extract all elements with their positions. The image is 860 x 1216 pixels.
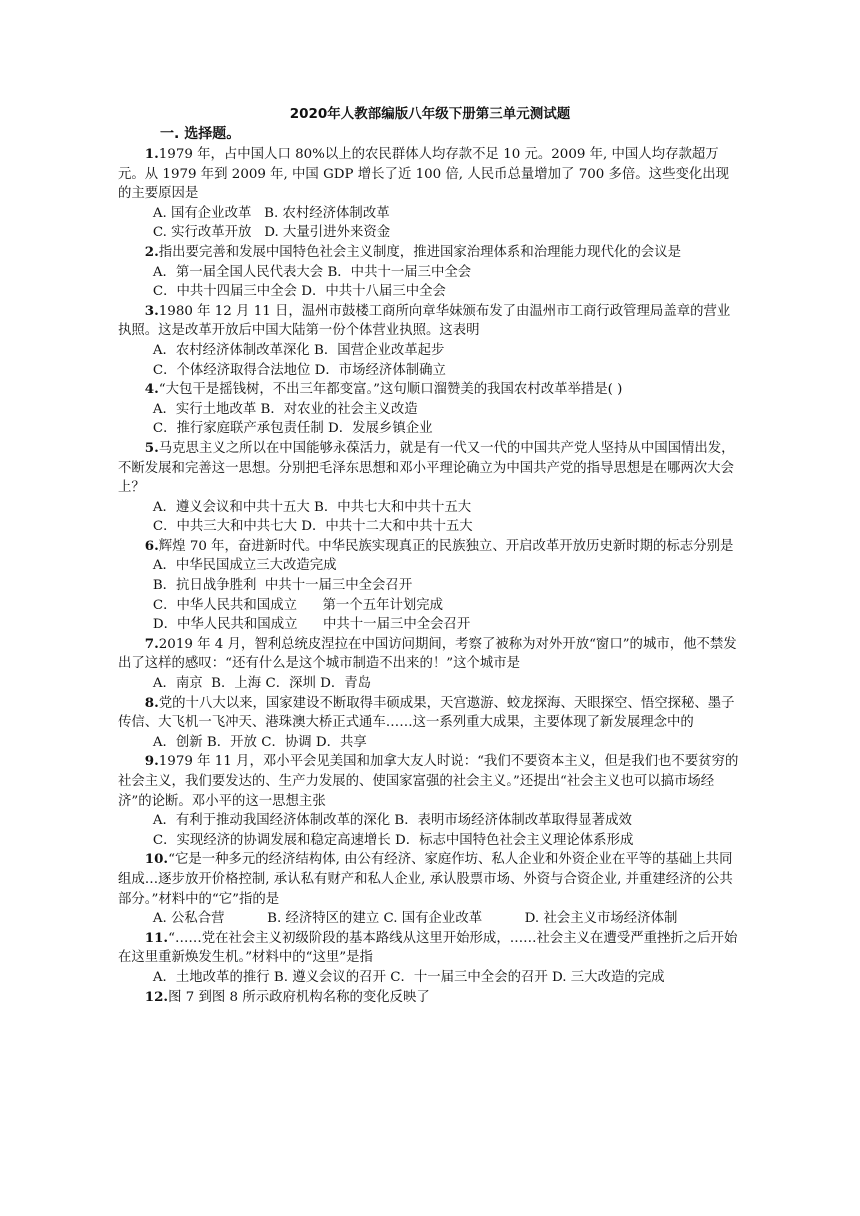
option-line[interactable]: B．抗日战争胜利 中共十一届三中全会召开: [152, 578, 413, 594]
option-line[interactable]: A．遵义会议和中共十五大 B．中共七大和中共十五大: [152, 499, 472, 515]
question-number: 5.: [144, 439, 159, 456]
question-7: [118, 635, 742, 694]
option-line[interactable]: A．创新 B．开放 C．协调 D．共享: [152, 734, 367, 750]
question-text: 马克思主义之所以在中国能够永葆活力，就是有一代又一代的中国共产党人坚持从中国国情出发，不断发展和完善这一思想。分别把毛泽东思想和邓小平理论确立为中国共产党的指导思想是在哪两次大会上？: [118, 440, 735, 496]
question-9: [118, 752, 742, 850]
question-number: 7.: [144, 635, 159, 652]
question-text: 1979 年 11 月，邓小平会见美国和加拿大友人时说：“我们不要资本主义，但是我们也不要贫穷的社会主义，我们要发达的、生产力发展的、使国家富强的社会主义。”还提出“社会主义也可以搞市场经济”的论断。邓小平的这一思想主张: [118, 754, 739, 809]
option-line[interactable]: A．第一届全国人民代表大会 B．中共十一届三中全会: [152, 264, 472, 280]
question-11: [118, 929, 742, 988]
question-text: “它是一种多元的经济结构体, 由公有经济、家庭作坊、私人企业和外资企业在平等的基础上共同组成…逐步放开价格控制, 承认私有财产和私人企业, 承认股票市场、外资与合资企业, 并重建经济的公共部分。”材料中的“它”指的是: [118, 852, 733, 907]
question-number: 6.: [144, 537, 159, 554]
question-8: [118, 694, 742, 753]
option-line[interactable]: D．中华人民共和国成立 中共十一届三中全会召开: [152, 617, 471, 633]
option-line[interactable]: C．中共三大和中共七大 D．中共十二大和中共十五大: [152, 519, 473, 535]
question-text: 1980 年 12 月 11 日，温州市鼓楼工商所向章华妹颁布发了由温州市工商行政管理局盖章的营业执照。这是改革开放后中国大陆第一份个体营业执照。这表明: [118, 303, 731, 339]
question-stem: [118, 439, 742, 498]
question-text: “大包干是摇钱树，不出三年都变富。”这句顺口溜赞美的我国农村改革举措是( ): [158, 382, 623, 398]
question-text: 2019 年 4 月，智利总统皮涅拉在中国访问期间，考察了被称为对外开放“窗口”的城市，他不禁发出了这样的感叹：“还有什么是这个城市制造不出来的！”这个城市是: [118, 636, 737, 672]
question-stem: [118, 635, 742, 674]
question-stem: [118, 752, 742, 811]
question-text: “……党在社会主义初级阶段的基本路线从这里开始形成，……社会主义在遭受严重挫折之后开始在这里重新焕发生机。”材料中的“这里”是指: [118, 930, 738, 966]
question-text: 党的十八大以来，国家建设不断取得丰硕成果，天宫遨游、蛟龙探海、天眼探空、悟空探秘、墨子传信、大飞机一飞冲天、港珠澳大桥正式通车……这一系列重大成果，主要体现了新发展理念中的: [118, 695, 735, 731]
question-number: 12.: [144, 988, 169, 1005]
option-line[interactable]: A．实行土地改革 B．对农业的社会主义改造: [152, 401, 418, 417]
option-line[interactable]: A. 公私合营 B. 经济特区的建立 C. 国有企业改革 D. 社会主义市场经济体制: [152, 911, 678, 927]
question-number: 9.: [144, 753, 159, 770]
question-number: 10.: [144, 851, 169, 868]
option-line[interactable]: A．中华民国成立三大改造完成: [152, 558, 337, 574]
question-number: 3.: [144, 302, 159, 319]
question-list: [118, 145, 742, 1007]
question-text: 指出要完善和发展中国特色社会主义制度，推进国家治理体系和治理能力现代化的会议是: [158, 244, 682, 260]
question-5: [118, 439, 742, 537]
question-number: 11.: [144, 929, 169, 946]
option-line[interactable]: A．土地改革的推行 B. 遵义会议的召开 C．十一届三中全会的召开 D. 三大改造的完成: [152, 969, 665, 985]
question-10: [118, 850, 742, 928]
question-stem: [118, 380, 742, 400]
question-2: [118, 243, 742, 302]
option-line[interactable]: C．实现经济的协调发展和稳定高速增长 D．标志中国特色社会主义理论体系形成: [152, 832, 634, 848]
question-number: 4.: [144, 381, 159, 398]
option-line[interactable]: A．南京 B．上海 C．深圳 D．青岛: [152, 676, 372, 692]
question-text: 图 7 到图 8 所示政府机构名称的变化反映了: [168, 989, 430, 1005]
question-number: 2.: [144, 243, 159, 260]
question-number: 8.: [144, 694, 159, 711]
question-6: [118, 537, 742, 635]
option-line[interactable]: C. 实行改革开放 D. 大量引进外来资金: [152, 225, 391, 241]
question-text: 1979 年，占中国人口 80%以上的农民群体人均存款不足 10 元。2009 年, 中国人均存款超万元。从 1979 年到 2009 年, 中国 GDP 增长了近 100 倍, 人民币总量增加了 700 多倍。这些变化出现的主要原因是: [118, 147, 730, 202]
option-line[interactable]: A．农村经济体制改革深化 B．国营企业改革起步: [152, 342, 445, 358]
question-stem: [118, 929, 742, 968]
question-stem: [118, 694, 742, 733]
option-line[interactable]: C．中共十四届三中全会 D．中共十八届三中全会: [152, 284, 446, 300]
question-stem: [118, 537, 742, 557]
question-number: 1.: [144, 146, 159, 162]
question-12: [118, 988, 742, 1008]
question-text: 辉煌 70 年，奋进新时代。中华民族实现真正的民族独立、开启改革开放历史新时期的标志分别是: [158, 538, 734, 554]
option-line[interactable]: C．中华人民共和国成立 第一个五年计划完成: [152, 597, 444, 613]
question-stem: [118, 988, 742, 1008]
question-1: [118, 145, 742, 243]
page-title: 2020年人教部编版八年级下册第三单元测试题: [289, 106, 571, 122]
question-stem: [118, 302, 742, 341]
section-heading: 一. 选择题。: [160, 126, 241, 142]
question-stem: [118, 243, 742, 263]
question-4: [118, 380, 742, 439]
option-line[interactable]: A．有利于推动我国经济体制改革的深化 B．表明市场经济体制改革取得显著成效: [152, 813, 632, 829]
option-line[interactable]: A. 国有企业改革 B. 农村经济体制改革: [152, 205, 390, 221]
question-stem: [118, 850, 742, 909]
option-line[interactable]: C．推行家庭联产承包责任制 D．发展乡镇企业: [152, 421, 433, 437]
option-line[interactable]: C．个体经济取得合法地位 D．市场经济体制确立: [152, 362, 446, 378]
question-3: [118, 302, 742, 380]
question-stem: [118, 145, 742, 204]
